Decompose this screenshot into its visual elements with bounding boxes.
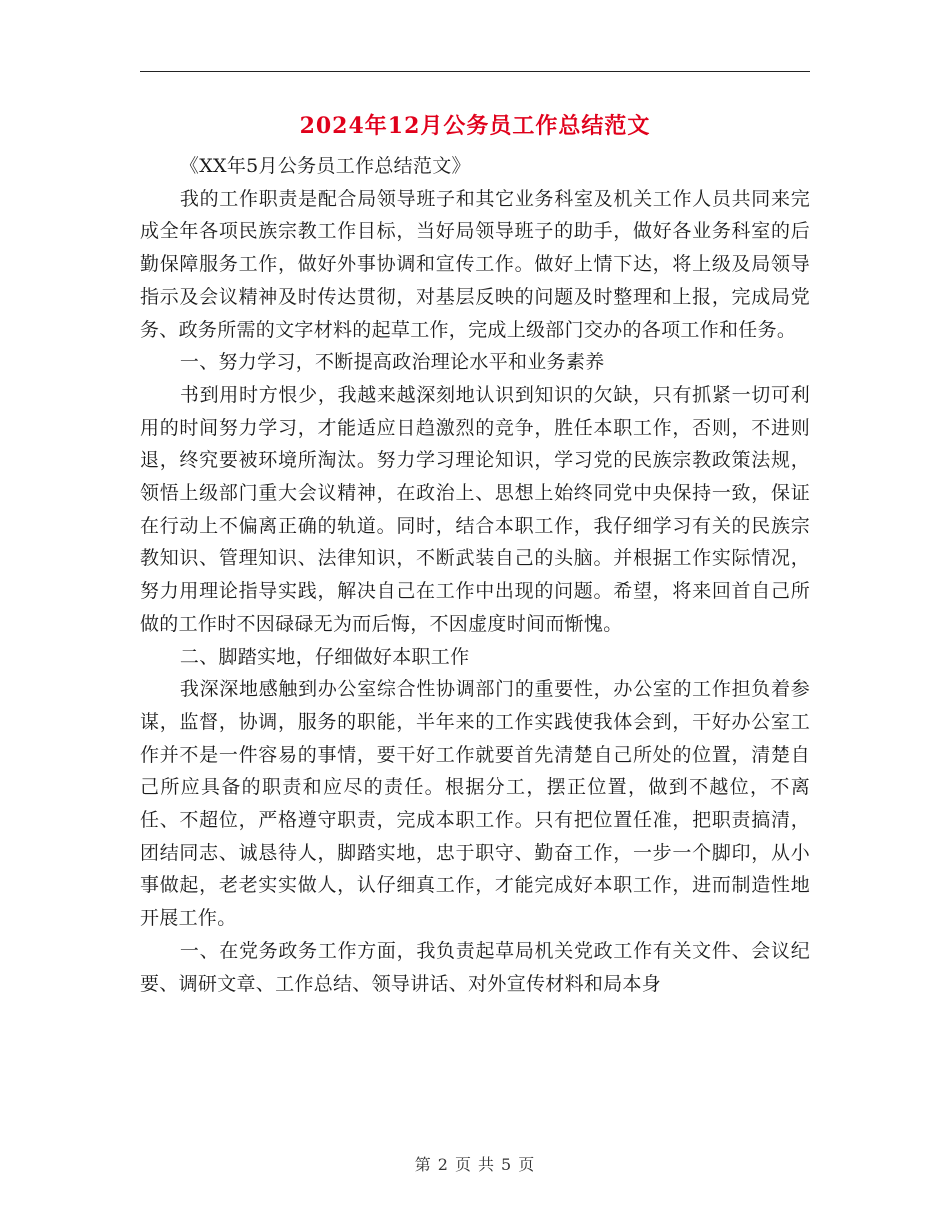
paragraph-subtitle: 《XX年5月公务员工作总结范文》 [179, 155, 471, 177]
paragraph-office-work: 我深深地感触到办公室综合性协调部门的重要性，办公室的工作担负着参谋，监督，协调，服务的职能，半年来的工作实践使我体会到，干好办公室工作并不是一件容易的事情，要干好工作就要首先清楚自己所处的位置，清楚自己所应具备的职责和应尽的责任。根据分工，摆正位置，做到不越位，不离任、不超位，严格遵守职责，完成本职工作。只有把位置任准，把职责搞清，团结同志、诚恳待人，脚踏实地，忠于职守、勤奋工作，一步一个脚印，从小事做起，老老实实做人，认仔细真工作，才能完成好本职工作，进而制造性地开展工作。 [140, 678, 810, 930]
section-heading-2: 二、脚踏实地，仔细做好本职工作 [179, 645, 470, 668]
footer-page-word: 页 [454, 1155, 472, 1174]
paragraph-duties: 我的工作职责是配合局领导班子和其它业务科室及机关工作人员共同来完成全年各项民族宗教工作目标，当好局领导班子的助手，做好各业务科室的后勤保障服务工作，做好外事协调和宣传工作。做好上情下达，将上级及局领导指示及会议精神及时传达贯彻，对基层反映的问题及时整理和上报，完成局党务、政务所需的文字材料的起草工作，完成上级部门交办的各项工作和任务。 [140, 187, 810, 341]
header-rule [140, 71, 810, 72]
footer-current-page: 2 [437, 1155, 449, 1174]
footer-prefix: 第 [414, 1155, 432, 1174]
footer-total-word: 页 [518, 1155, 536, 1174]
footer-total-prefix: 共 [478, 1155, 496, 1174]
paragraph-study: 书到用时方恨少，我越来越深刻地认识到知识的欠缺，只有抓紧一切可利用的时间努力学习，才能适应日趋激烈的竞争，胜任本职工作，否则，不进则退，终究要被环境所淘汰。努力学习理论知识，学习党的民族宗教政策法规，领悟上级部门重大会议精神，在政治上、思想上始终同党中央保持一致，保证在行动上不偏离正确的轨道。同时，结合本职工作，我仔细学习有关的民族宗教知识、管理知识、法律知识，不断武装自己的头脑。并根据工作实际情况，努力用理论指导实践，解决自己在工作中出现的问题。希望，将来回首自己所做的工作时不因碌碌无为而后悔，不因虚度时间而惭愧。 [140, 383, 810, 635]
document-body [140, 150, 810, 1000]
section-heading-1: 一、努力学习，不断提高政治理论水平和业务素养 [179, 351, 605, 374]
footer-total-pages: 5 [501, 1155, 513, 1174]
document-title: 2024年12月公务员工作总结范文 [299, 113, 651, 139]
page-footer [0, 1152, 950, 1175]
paragraph-party-affairs: 一、在党务政务工作方面，我负责起草局机关党政工作有关文件、会议纪要、调研文章、工作总结、领导讲话、对外宣传材料和局本身 [140, 939, 810, 995]
